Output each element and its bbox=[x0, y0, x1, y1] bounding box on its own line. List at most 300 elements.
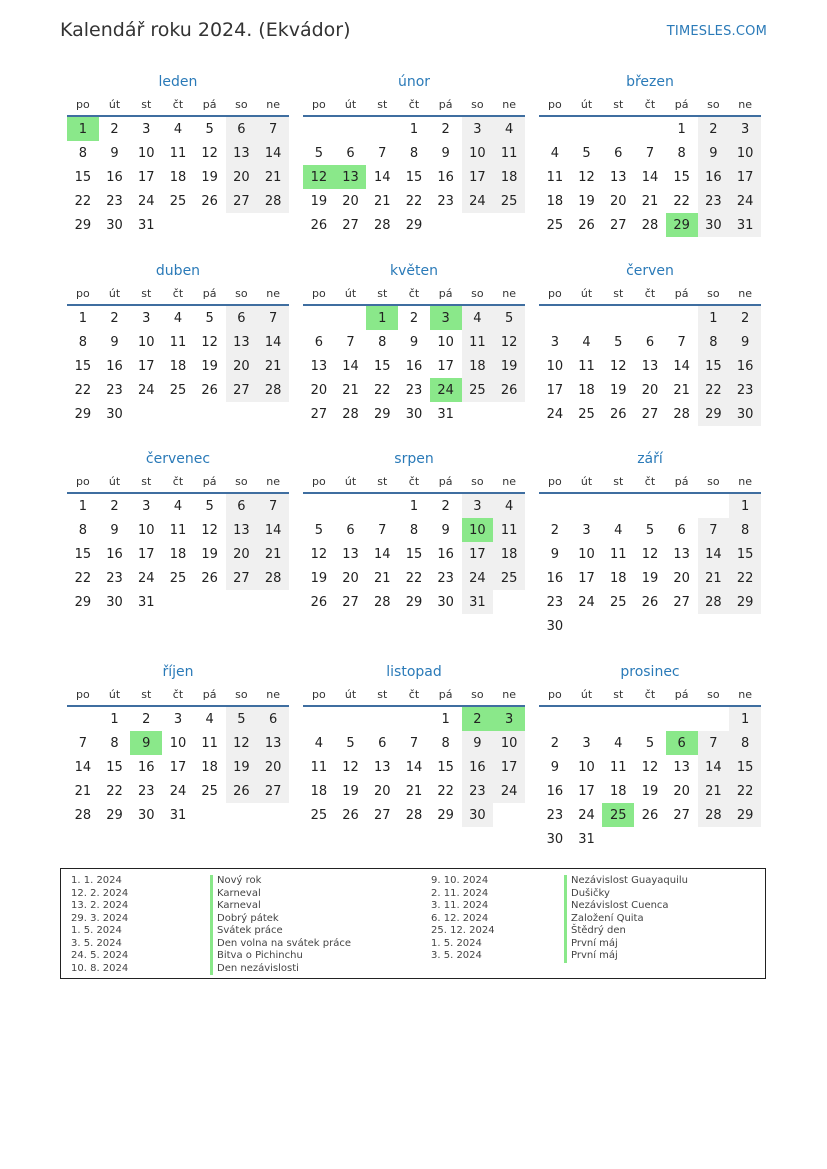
day-cell: 17 bbox=[137, 546, 155, 562]
empty-cell bbox=[571, 116, 603, 141]
weekday-header: so bbox=[462, 93, 494, 116]
day-cell: 2 bbox=[409, 310, 419, 326]
weekday-header: pá bbox=[666, 282, 698, 305]
month-table bbox=[67, 282, 289, 426]
day-cell: 20 bbox=[257, 755, 289, 779]
day-cell: 30 bbox=[405, 406, 423, 422]
day-cell: 15 bbox=[673, 169, 690, 185]
day-cell: 26 bbox=[310, 217, 328, 233]
day-cell: 2 bbox=[462, 706, 494, 731]
day-cell: 6 bbox=[666, 731, 698, 755]
empty-cell bbox=[602, 706, 634, 731]
day-cell: 17 bbox=[578, 570, 595, 586]
day-cell: 4 bbox=[493, 493, 525, 518]
day-cell: 2 bbox=[729, 305, 761, 330]
day-cell: 16 bbox=[729, 354, 761, 378]
day-cell: 30 bbox=[698, 213, 730, 237]
day-cell: 6 bbox=[346, 145, 355, 161]
day-cell: 24 bbox=[137, 570, 155, 586]
month-table bbox=[303, 683, 525, 827]
day-cell: 20 bbox=[226, 165, 258, 189]
weekday-header: st bbox=[602, 93, 634, 116]
day-cell: 15 bbox=[74, 358, 92, 374]
weekday-header: pá bbox=[194, 683, 226, 706]
legend-holiday-name: Karneval bbox=[210, 888, 351, 901]
day-cell: 12 bbox=[342, 759, 359, 775]
day-cell: 18 bbox=[609, 570, 627, 586]
day-cell: 11 bbox=[609, 546, 627, 562]
brand-link[interactable]: TIMESLES.COM bbox=[666, 24, 767, 39]
weekday-header: čt bbox=[162, 282, 194, 305]
empty-cell bbox=[398, 706, 430, 731]
day-cell: 31 bbox=[437, 406, 454, 422]
weekday-header: so bbox=[462, 470, 494, 493]
empty-cell bbox=[571, 493, 603, 518]
weekday-header: po bbox=[67, 282, 99, 305]
day-cell: 18 bbox=[578, 382, 595, 398]
legend-date: 10. 8. 2024 bbox=[71, 962, 129, 974]
day-cell: 6 bbox=[614, 145, 623, 161]
day-cell: 22 bbox=[437, 783, 454, 799]
day-cell: 19 bbox=[493, 354, 525, 378]
day-cell: 17 bbox=[169, 759, 187, 775]
legend-date: 9. 10. 2024 bbox=[431, 875, 489, 886]
day-cell: 29 bbox=[74, 217, 92, 233]
day-cell: 16 bbox=[546, 783, 564, 799]
weekday-header: čt bbox=[634, 683, 666, 706]
day-cell: 28 bbox=[373, 594, 391, 610]
day-cell: 6 bbox=[226, 493, 258, 518]
day-cell: 1 bbox=[409, 121, 419, 137]
day-cell: 14 bbox=[373, 546, 391, 562]
weekday-header: st bbox=[366, 282, 398, 305]
empty-cell bbox=[634, 116, 666, 141]
day-cell: 14 bbox=[405, 759, 423, 775]
day-cell: 14 bbox=[74, 759, 92, 775]
day-cell: 15 bbox=[373, 358, 391, 374]
day-cell: 30 bbox=[462, 803, 494, 827]
day-cell: 18 bbox=[546, 193, 564, 209]
weekday-header: pá bbox=[194, 470, 226, 493]
day-cell: 28 bbox=[257, 566, 289, 590]
month-name: březen bbox=[626, 74, 674, 90]
month-name: červenec bbox=[145, 451, 211, 467]
day-cell: 23 bbox=[106, 570, 123, 586]
day-cell: 3 bbox=[173, 711, 183, 727]
day-cell: 26 bbox=[641, 807, 659, 823]
day-cell: 6 bbox=[226, 305, 258, 330]
day-cell: 12 bbox=[201, 145, 218, 161]
day-cell: 23 bbox=[698, 189, 730, 213]
empty-cell bbox=[162, 590, 194, 614]
month-table bbox=[539, 282, 761, 426]
day-cell: 4 bbox=[314, 735, 323, 751]
day-cell: 11 bbox=[169, 334, 187, 350]
day-cell: 21 bbox=[373, 570, 391, 586]
day-cell: 9 bbox=[130, 731, 162, 755]
day-cell: 22 bbox=[673, 193, 690, 209]
day-cell: 2 bbox=[698, 116, 730, 141]
day-cell: 21 bbox=[405, 783, 423, 799]
day-cell: 22 bbox=[405, 193, 423, 209]
day-cell: 8 bbox=[698, 330, 730, 354]
day-cell: 2 bbox=[441, 498, 450, 514]
day-cell: 5 bbox=[205, 121, 214, 137]
weekday-header: pá bbox=[430, 282, 462, 305]
day-cell: 17 bbox=[137, 169, 155, 185]
weekday-header: čt bbox=[398, 683, 430, 706]
day-cell: 21 bbox=[74, 783, 92, 799]
day-cell: 22 bbox=[74, 193, 92, 209]
day-cell: 28 bbox=[673, 406, 690, 422]
day-cell: 16 bbox=[106, 358, 123, 374]
weekday-header: ne bbox=[729, 683, 761, 706]
day-cell: 9 bbox=[409, 334, 419, 350]
day-cell: 22 bbox=[405, 570, 423, 586]
month-1 bbox=[67, 72, 289, 237]
month-name: leden bbox=[158, 74, 198, 90]
day-cell: 3 bbox=[142, 310, 151, 326]
empty-cell bbox=[194, 590, 226, 614]
day-cell: 14 bbox=[342, 358, 359, 374]
day-cell: 27 bbox=[609, 217, 627, 233]
day-cell: 18 bbox=[493, 542, 525, 566]
month-name: únor bbox=[397, 74, 431, 90]
day-cell: 12 bbox=[578, 169, 595, 185]
day-cell: 7 bbox=[645, 145, 655, 161]
day-cell: 15 bbox=[74, 546, 92, 562]
empty-cell bbox=[634, 706, 666, 731]
day-cell: 3 bbox=[142, 498, 151, 514]
day-cell: 7 bbox=[257, 116, 289, 141]
day-cell: 18 bbox=[201, 759, 218, 775]
empty-cell bbox=[539, 305, 571, 330]
empty-cell bbox=[430, 213, 462, 237]
day-cell: 21 bbox=[698, 779, 730, 803]
weekday-header: út bbox=[99, 470, 131, 493]
day-cell: 2 bbox=[550, 522, 559, 538]
month-3 bbox=[539, 72, 761, 237]
empty-cell bbox=[257, 803, 289, 827]
day-cell: 1 bbox=[67, 116, 99, 141]
day-cell: 11 bbox=[493, 141, 525, 165]
day-cell: 12 bbox=[201, 522, 218, 538]
weekday-header: pá bbox=[430, 470, 462, 493]
weekday-header: po bbox=[67, 93, 99, 116]
weekday-header: po bbox=[539, 282, 571, 305]
weekday-header: pá bbox=[666, 93, 698, 116]
day-cell: 24 bbox=[578, 594, 595, 610]
day-cell: 6 bbox=[378, 735, 387, 751]
weekday-header: so bbox=[462, 683, 494, 706]
weekday-header: čt bbox=[398, 282, 430, 305]
weekday-header: so bbox=[698, 282, 730, 305]
day-cell: 18 bbox=[169, 169, 187, 185]
empty-cell bbox=[462, 402, 494, 426]
day-cell: 27 bbox=[342, 217, 359, 233]
weekday-header: pá bbox=[194, 282, 226, 305]
day-cell: 11 bbox=[578, 358, 595, 374]
day-cell: 31 bbox=[578, 831, 595, 847]
day-cell: 5 bbox=[205, 310, 214, 326]
empty-cell bbox=[698, 614, 730, 638]
day-cell: 12 bbox=[201, 334, 218, 350]
day-cell: 30 bbox=[729, 402, 761, 426]
weekday-header: ne bbox=[729, 93, 761, 116]
day-cell: 1 bbox=[729, 493, 761, 518]
day-cell: 9 bbox=[729, 330, 761, 354]
day-cell: 6 bbox=[257, 706, 289, 731]
day-cell: 26 bbox=[310, 594, 328, 610]
day-cell: 23 bbox=[106, 382, 123, 398]
day-cell: 20 bbox=[609, 193, 627, 209]
month-10 bbox=[67, 662, 289, 827]
day-cell: 17 bbox=[493, 755, 525, 779]
day-cell: 16 bbox=[698, 165, 730, 189]
day-cell: 11 bbox=[201, 735, 218, 751]
day-cell: 10 bbox=[462, 141, 494, 165]
empty-cell bbox=[602, 305, 634, 330]
weekday-header: so bbox=[698, 683, 730, 706]
weekday-header: út bbox=[99, 282, 131, 305]
day-cell: 6 bbox=[346, 522, 355, 538]
day-cell: 27 bbox=[673, 594, 690, 610]
weekday-header: so bbox=[226, 683, 258, 706]
month-table bbox=[67, 93, 289, 237]
day-cell: 30 bbox=[106, 594, 123, 610]
weekday-header: po bbox=[67, 470, 99, 493]
day-cell: 11 bbox=[546, 169, 564, 185]
empty-cell bbox=[303, 493, 335, 518]
day-cell: 13 bbox=[310, 358, 328, 374]
day-cell: 15 bbox=[437, 759, 454, 775]
legend-holiday-name: Bitva o Pichinchu bbox=[210, 950, 351, 963]
day-cell: 14 bbox=[698, 542, 730, 566]
empty-cell bbox=[634, 305, 666, 330]
legend-date: 3. 5. 2024 bbox=[431, 950, 482, 961]
day-cell: 27 bbox=[226, 189, 258, 213]
day-cell: 29 bbox=[666, 213, 698, 237]
weekday-header: ne bbox=[493, 470, 525, 493]
month-table bbox=[67, 470, 289, 614]
empty-cell bbox=[162, 402, 194, 426]
day-cell: 6 bbox=[677, 522, 686, 538]
weekday-header: po bbox=[303, 683, 335, 706]
day-cell: 8 bbox=[441, 735, 450, 751]
day-cell: 4 bbox=[582, 334, 591, 350]
day-cell: 26 bbox=[578, 217, 595, 233]
day-cell: 27 bbox=[641, 406, 659, 422]
empty-cell bbox=[493, 213, 525, 237]
day-cell: 5 bbox=[226, 706, 258, 731]
day-cell: 21 bbox=[257, 354, 289, 378]
day-cell: 19 bbox=[342, 783, 359, 799]
day-cell: 14 bbox=[641, 169, 659, 185]
day-cell: 4 bbox=[550, 145, 559, 161]
weekday-header: čt bbox=[634, 93, 666, 116]
day-cell: 5 bbox=[205, 498, 214, 514]
day-cell: 16 bbox=[462, 755, 494, 779]
day-cell: 10 bbox=[462, 518, 494, 542]
month-table bbox=[303, 93, 525, 237]
empty-cell bbox=[303, 116, 335, 141]
day-cell: 7 bbox=[698, 731, 730, 755]
day-cell: 30 bbox=[137, 807, 155, 823]
day-cell: 9 bbox=[441, 522, 450, 538]
day-cell: 5 bbox=[645, 735, 655, 751]
legend-date: 24. 5. 2024 bbox=[71, 950, 129, 961]
empty-cell bbox=[162, 213, 194, 237]
day-cell: 4 bbox=[205, 711, 214, 727]
empty-cell bbox=[226, 803, 258, 827]
day-cell: 28 bbox=[698, 590, 730, 614]
day-cell: 27 bbox=[257, 779, 289, 803]
day-cell: 28 bbox=[74, 807, 92, 823]
day-cell: 2 bbox=[142, 711, 151, 727]
day-cell: 9 bbox=[550, 759, 559, 775]
weekday-header: pá bbox=[194, 93, 226, 116]
day-cell: 17 bbox=[578, 783, 595, 799]
weekday-header: út bbox=[571, 470, 603, 493]
day-cell: 18 bbox=[462, 354, 494, 378]
day-cell: 3 bbox=[142, 121, 151, 137]
day-cell: 8 bbox=[409, 145, 419, 161]
day-cell: 24 bbox=[493, 779, 525, 803]
day-cell: 19 bbox=[201, 169, 218, 185]
day-cell: 3 bbox=[462, 493, 494, 518]
day-cell: 2 bbox=[110, 310, 119, 326]
day-cell: 18 bbox=[493, 165, 525, 189]
weekday-header: čt bbox=[162, 470, 194, 493]
day-cell: 20 bbox=[342, 193, 359, 209]
day-cell: 3 bbox=[493, 706, 525, 731]
empty-cell bbox=[634, 493, 666, 518]
day-cell: 8 bbox=[78, 334, 87, 350]
page-title: Kalendář roku 2024. (Ekvádor) bbox=[60, 19, 351, 41]
weekday-header: út bbox=[571, 93, 603, 116]
empty-cell bbox=[194, 803, 226, 827]
day-cell: 3 bbox=[729, 116, 761, 141]
day-cell: 16 bbox=[546, 570, 564, 586]
empty-cell bbox=[335, 305, 367, 330]
day-cell: 24 bbox=[729, 189, 761, 213]
month-table bbox=[303, 282, 525, 426]
empty-cell bbox=[602, 493, 634, 518]
day-cell: 16 bbox=[437, 546, 454, 562]
legend-dates-right bbox=[431, 875, 495, 963]
day-cell: 15 bbox=[405, 169, 423, 185]
month-name: prosinec bbox=[620, 664, 680, 680]
day-cell: 7 bbox=[698, 518, 730, 542]
weekday-header: út bbox=[335, 683, 367, 706]
day-cell: 4 bbox=[173, 121, 183, 137]
day-cell: 26 bbox=[226, 779, 258, 803]
weekday-header: čt bbox=[162, 93, 194, 116]
day-cell: 23 bbox=[437, 570, 454, 586]
day-cell: 17 bbox=[729, 165, 761, 189]
day-cell: 17 bbox=[546, 382, 564, 398]
day-cell: 28 bbox=[342, 406, 359, 422]
day-cell: 19 bbox=[641, 570, 659, 586]
day-cell: 18 bbox=[169, 546, 187, 562]
legend-holiday-name: První máj bbox=[564, 938, 688, 951]
day-cell: 10 bbox=[578, 546, 595, 562]
legend-holiday-name: Nezávislost Cuenca bbox=[564, 900, 688, 913]
month-2 bbox=[303, 72, 525, 237]
weekday-header: út bbox=[335, 282, 367, 305]
empty-cell bbox=[698, 827, 730, 851]
weekday-header: ne bbox=[257, 93, 289, 116]
day-cell: 10 bbox=[729, 141, 761, 165]
day-cell: 27 bbox=[226, 378, 258, 402]
month-table bbox=[67, 683, 289, 827]
day-cell: 26 bbox=[201, 570, 218, 586]
weekday-header: ne bbox=[493, 93, 525, 116]
day-cell: 23 bbox=[546, 594, 564, 610]
day-cell: 25 bbox=[493, 566, 525, 590]
day-cell: 22 bbox=[74, 570, 92, 586]
empty-cell bbox=[539, 493, 571, 518]
day-cell: 28 bbox=[698, 803, 730, 827]
day-cell: 9 bbox=[110, 522, 119, 538]
empty-cell bbox=[335, 116, 367, 141]
legend-holiday-name: Štědrý den bbox=[564, 925, 688, 938]
empty-cell bbox=[366, 116, 398, 141]
day-cell: 19 bbox=[226, 755, 258, 779]
day-cell: 3 bbox=[462, 116, 494, 141]
day-cell: 22 bbox=[373, 382, 391, 398]
day-cell: 23 bbox=[729, 378, 761, 402]
empty-cell bbox=[335, 493, 367, 518]
day-cell: 27 bbox=[673, 807, 690, 823]
weekday-header: st bbox=[366, 470, 398, 493]
weekday-header: po bbox=[539, 93, 571, 116]
day-cell: 9 bbox=[550, 546, 559, 562]
day-cell: 5 bbox=[314, 145, 323, 161]
empty-cell bbox=[257, 402, 289, 426]
day-cell: 24 bbox=[462, 189, 494, 213]
month-name: duben bbox=[155, 263, 201, 279]
day-cell: 8 bbox=[78, 145, 87, 161]
empty-cell bbox=[493, 402, 525, 426]
weekday-header: út bbox=[571, 282, 603, 305]
weekday-header: so bbox=[698, 93, 730, 116]
empty-cell bbox=[539, 706, 571, 731]
day-cell: 22 bbox=[698, 378, 730, 402]
day-cell: 10 bbox=[437, 334, 454, 350]
day-cell: 25 bbox=[493, 189, 525, 213]
empty-cell bbox=[67, 706, 99, 731]
day-cell: 29 bbox=[729, 803, 761, 827]
day-cell: 18 bbox=[310, 783, 328, 799]
day-cell: 11 bbox=[169, 145, 187, 161]
day-cell: 24 bbox=[430, 378, 462, 402]
empty-cell bbox=[493, 590, 525, 614]
month-11 bbox=[303, 662, 525, 827]
empty-cell bbox=[194, 402, 226, 426]
day-cell: 10 bbox=[493, 731, 525, 755]
day-cell: 1 bbox=[110, 711, 119, 727]
day-cell: 20 bbox=[673, 783, 690, 799]
day-cell: 13 bbox=[641, 358, 659, 374]
legend-date: 3. 5. 2024 bbox=[71, 937, 122, 949]
day-cell: 29 bbox=[373, 406, 391, 422]
empty-cell bbox=[226, 590, 258, 614]
day-cell: 10 bbox=[137, 522, 155, 538]
month-table bbox=[303, 470, 525, 614]
month-9 bbox=[539, 449, 761, 638]
day-cell: 25 bbox=[602, 803, 634, 827]
